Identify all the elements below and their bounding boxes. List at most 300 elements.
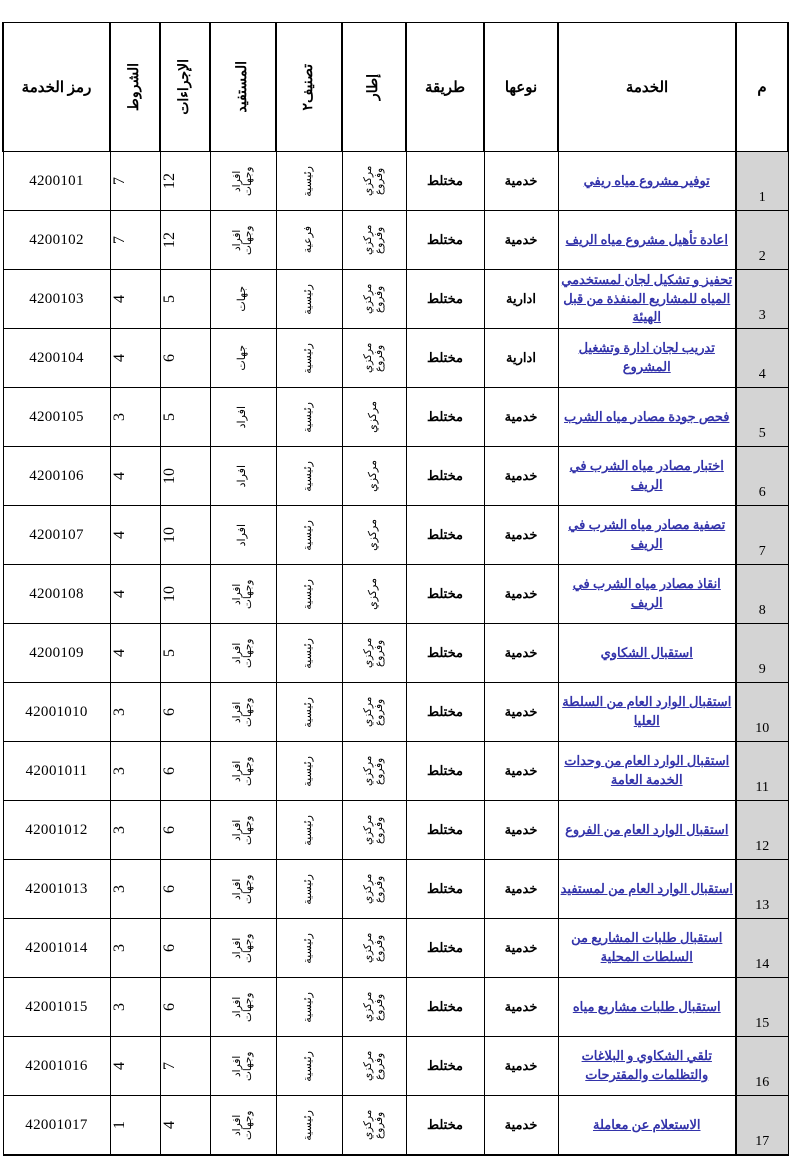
service-procedures-cell-value: 6 bbox=[160, 708, 178, 716]
service-name-link[interactable]: استقبال الشكاوي bbox=[600, 644, 693, 660]
service-name-cell[interactable] bbox=[558, 211, 736, 270]
table-row bbox=[3, 1037, 788, 1096]
service-procedures-cell bbox=[160, 506, 210, 565]
service-beneficiary-cell-text: جهات bbox=[236, 345, 249, 371]
service-name-cell[interactable] bbox=[558, 742, 736, 801]
service-beneficiary-cell-text: افراد bbox=[236, 523, 249, 547]
table-row bbox=[3, 860, 788, 919]
row-number: 3 bbox=[736, 270, 788, 329]
service-beneficiary-cell-text: افراد bbox=[236, 464, 249, 488]
service-beneficiary-cell bbox=[210, 978, 276, 1037]
service-frame-cell bbox=[342, 742, 406, 801]
service-code-cell: 42001015 bbox=[3, 978, 110, 1037]
service-procedures-cell bbox=[160, 1096, 210, 1156]
service-name-link[interactable]: توفير مشروع مياه ريفي bbox=[583, 172, 710, 188]
service-method-cell: مختلط bbox=[406, 919, 484, 978]
header-procedures bbox=[160, 23, 210, 152]
table-row bbox=[3, 1096, 788, 1156]
service-class2-cell bbox=[276, 919, 342, 978]
service-conditions-cell bbox=[110, 270, 160, 329]
service-frame-cell bbox=[342, 860, 406, 919]
service-procedures-cell-value: 10 bbox=[160, 527, 178, 543]
service-conditions-cell-value: 4 bbox=[110, 295, 128, 303]
service-frame-cell-text: مركزي bbox=[367, 401, 380, 433]
service-kind-cell: خدمية bbox=[484, 1037, 558, 1096]
service-conditions-cell-value: 4 bbox=[110, 649, 128, 657]
service-conditions-cell bbox=[110, 565, 160, 624]
service-code-cell: 4200106 bbox=[3, 447, 110, 506]
service-method-cell: مختلط bbox=[406, 447, 484, 506]
service-conditions-cell-value: 4 bbox=[110, 590, 128, 598]
service-conditions-cell-value: 3 bbox=[110, 413, 128, 421]
service-name-cell[interactable] bbox=[558, 565, 736, 624]
service-class2-cell bbox=[276, 152, 342, 211]
service-procedures-cell bbox=[160, 860, 210, 919]
service-name-cell[interactable] bbox=[558, 978, 736, 1037]
service-frame-cell-text: مركزي bbox=[367, 460, 380, 492]
service-procedures-cell-value: 5 bbox=[160, 295, 178, 303]
service-beneficiary-cell-text: افراد وجهات bbox=[231, 225, 254, 255]
service-code-cell: 4200108 bbox=[3, 565, 110, 624]
service-procedures-cell-value: 10 bbox=[160, 586, 178, 602]
service-method-cell: مختلط bbox=[406, 801, 484, 860]
service-conditions-cell bbox=[110, 447, 160, 506]
header-conditions bbox=[110, 23, 160, 152]
service-code-cell: 4200107 bbox=[3, 506, 110, 565]
service-procedures-cell-value: 6 bbox=[160, 767, 178, 775]
service-frame-cell bbox=[342, 152, 406, 211]
service-name-cell[interactable] bbox=[558, 860, 736, 919]
service-procedures-cell bbox=[160, 152, 210, 211]
service-beneficiary-cell-text: افراد وجهات bbox=[231, 166, 254, 196]
service-name-cell[interactable] bbox=[558, 1037, 736, 1096]
service-frame-cell-text: مركزي وفروع bbox=[362, 637, 385, 669]
service-class2-cell bbox=[276, 742, 342, 801]
header-num-label: م bbox=[757, 79, 767, 96]
header-conditions-label: الشروط bbox=[127, 62, 142, 112]
service-beneficiary-cell-text: افراد وجهات bbox=[231, 697, 254, 727]
service-frame-cell-text: مركزي وفروع bbox=[362, 991, 385, 1023]
service-beneficiary-cell bbox=[210, 329, 276, 388]
table-row bbox=[3, 565, 788, 624]
service-procedures-cell-value: 5 bbox=[160, 413, 178, 421]
service-kind-cell: ادارية bbox=[484, 270, 558, 329]
service-name-cell[interactable] bbox=[558, 506, 736, 565]
service-frame-cell bbox=[342, 388, 406, 447]
service-beneficiary-cell bbox=[210, 742, 276, 801]
service-procedures-cell bbox=[160, 211, 210, 270]
table-head bbox=[3, 23, 788, 152]
service-procedures-cell-value: 10 bbox=[160, 468, 178, 484]
service-class2-cell bbox=[276, 447, 342, 506]
service-conditions-cell bbox=[110, 1096, 160, 1156]
row-number: 6 bbox=[736, 447, 788, 506]
row-number: 5 bbox=[736, 388, 788, 447]
service-name-link[interactable]: اعادة تأهيل مشروع مياه الريف bbox=[565, 231, 728, 247]
service-kind-cell: خدمية bbox=[484, 388, 558, 447]
service-kind-cell: خدمية bbox=[484, 506, 558, 565]
table-row bbox=[3, 801, 788, 860]
header-num bbox=[736, 23, 788, 152]
service-frame-cell bbox=[342, 565, 406, 624]
service-beneficiary-cell bbox=[210, 801, 276, 860]
service-beneficiary-cell bbox=[210, 1037, 276, 1096]
service-beneficiary-cell-text: افراد وجهات bbox=[231, 756, 254, 786]
service-frame-cell-text: مركزي bbox=[367, 578, 380, 610]
header-code bbox=[3, 23, 110, 152]
service-class2-cell bbox=[276, 1037, 342, 1096]
service-kind-cell: خدمية bbox=[484, 152, 558, 211]
service-name-link[interactable]: تصفية مصادر مياه الشرب في الريف bbox=[568, 517, 726, 551]
service-kind-cell: خدمية bbox=[484, 211, 558, 270]
service-conditions-cell-value: 4 bbox=[110, 354, 128, 362]
services-table bbox=[2, 22, 789, 1156]
service-name-cell[interactable] bbox=[558, 683, 736, 742]
header-class2 bbox=[276, 23, 342, 152]
service-name-cell[interactable] bbox=[558, 624, 736, 683]
service-class2-cell-text: رئيسية bbox=[302, 991, 315, 1023]
service-code-cell: 42001017 bbox=[3, 1096, 110, 1156]
service-procedures-cell bbox=[160, 329, 210, 388]
service-class2-cell bbox=[276, 683, 342, 742]
service-beneficiary-cell-text: افراد وجهات bbox=[231, 992, 254, 1022]
service-beneficiary-cell-text: افراد وجهات bbox=[231, 638, 254, 668]
header-method bbox=[406, 23, 484, 152]
service-beneficiary-cell bbox=[210, 506, 276, 565]
service-procedures-cell bbox=[160, 565, 210, 624]
service-code-cell: 42001011 bbox=[3, 742, 110, 801]
service-kind-cell: خدمية bbox=[484, 1096, 558, 1156]
service-method-cell: مختلط bbox=[406, 1096, 484, 1156]
service-method-cell: مختلط bbox=[406, 683, 484, 742]
service-procedures-cell bbox=[160, 447, 210, 506]
service-conditions-cell-value: 1 bbox=[110, 1121, 128, 1129]
service-class2-cell-text: رئيسية bbox=[302, 401, 315, 433]
row-number: 13 bbox=[736, 860, 788, 919]
service-conditions-cell bbox=[110, 1037, 160, 1096]
service-frame-cell-text: مركزي وفروع bbox=[362, 755, 385, 787]
service-beneficiary-cell-text: افراد وجهات bbox=[231, 874, 254, 904]
table-row bbox=[3, 447, 788, 506]
service-frame-cell-text: مركزي وفروع bbox=[362, 342, 385, 374]
table-row bbox=[3, 919, 788, 978]
service-frame-cell bbox=[342, 683, 406, 742]
service-conditions-cell-value: 7 bbox=[110, 236, 128, 244]
service-conditions-cell bbox=[110, 801, 160, 860]
service-frame-cell bbox=[342, 978, 406, 1037]
service-class2-cell-text: رئيسية bbox=[302, 696, 315, 728]
service-conditions-cell bbox=[110, 683, 160, 742]
service-beneficiary-cell bbox=[210, 270, 276, 329]
row-number: 16 bbox=[736, 1037, 788, 1096]
service-name-link[interactable]: تدريب لجان ادارة وتشغيل المشروع bbox=[578, 340, 715, 374]
services-table-page bbox=[0, 22, 789, 1154]
service-name-link[interactable]: فحص جودة مصادر مياه الشرب bbox=[564, 408, 730, 424]
service-conditions-cell-value: 3 bbox=[110, 885, 128, 893]
row-number: 1 bbox=[736, 152, 788, 211]
service-beneficiary-cell bbox=[210, 152, 276, 211]
service-class2-cell bbox=[276, 211, 342, 270]
header-frame bbox=[342, 23, 406, 152]
service-kind-cell: خدمية bbox=[484, 447, 558, 506]
service-beneficiary-cell-text: افراد وجهات bbox=[231, 933, 254, 963]
service-procedures-cell-value: 6 bbox=[160, 885, 178, 893]
service-method-cell: مختلط bbox=[406, 978, 484, 1037]
service-name-cell[interactable] bbox=[558, 152, 736, 211]
service-method-cell: مختلط bbox=[406, 152, 484, 211]
table-row bbox=[3, 329, 788, 388]
header-code-label: رمز الخدمة bbox=[21, 79, 92, 96]
service-frame-cell bbox=[342, 447, 406, 506]
service-beneficiary-cell bbox=[210, 860, 276, 919]
service-method-cell: مختلط bbox=[406, 742, 484, 801]
service-procedures-cell-value: 4 bbox=[160, 1121, 178, 1129]
service-class2-cell-text: رئيسية bbox=[302, 932, 315, 964]
service-conditions-cell bbox=[110, 388, 160, 447]
service-procedures-cell-value: 6 bbox=[160, 354, 178, 362]
service-class2-cell-text: رئيسية bbox=[302, 342, 315, 374]
service-conditions-cell-value: 4 bbox=[110, 1062, 128, 1070]
service-name-link[interactable]: الاستعلام عن معاملة bbox=[592, 1116, 701, 1132]
service-beneficiary-cell bbox=[210, 211, 276, 270]
table-row bbox=[3, 211, 788, 270]
service-conditions-cell bbox=[110, 624, 160, 683]
row-number: 4 bbox=[736, 329, 788, 388]
table-row bbox=[3, 683, 788, 742]
service-code-cell: 42001013 bbox=[3, 860, 110, 919]
service-class2-cell bbox=[276, 1096, 342, 1156]
service-class2-cell bbox=[276, 388, 342, 447]
service-name-cell[interactable] bbox=[558, 329, 736, 388]
service-conditions-cell bbox=[110, 506, 160, 565]
service-beneficiary-cell-text: افراد وجهات bbox=[231, 1051, 254, 1081]
service-method-cell: مختلط bbox=[406, 1037, 484, 1096]
service-name-link[interactable]: اختبار مصادر مياه الشرب في الريف bbox=[569, 458, 724, 492]
service-class2-cell-text: رئيسية bbox=[302, 873, 315, 905]
table-row bbox=[3, 270, 788, 329]
service-beneficiary-cell-text: افراد وجهات bbox=[231, 579, 254, 609]
service-method-cell: مختلط bbox=[406, 329, 484, 388]
service-code-cell: 42001010 bbox=[3, 683, 110, 742]
service-class2-cell-text: رئيسية bbox=[302, 755, 315, 787]
service-conditions-cell-value: 3 bbox=[110, 708, 128, 716]
table-row bbox=[3, 624, 788, 683]
header-beneficiary bbox=[210, 23, 276, 152]
service-name-cell[interactable] bbox=[558, 388, 736, 447]
service-class2-cell bbox=[276, 270, 342, 329]
table-row bbox=[3, 978, 788, 1037]
service-method-cell: مختلط bbox=[406, 624, 484, 683]
service-conditions-cell bbox=[110, 978, 160, 1037]
table-row bbox=[3, 152, 788, 211]
service-code-cell: 4200105 bbox=[3, 388, 110, 447]
service-class2-cell bbox=[276, 978, 342, 1037]
service-kind-cell: ادارية bbox=[484, 329, 558, 388]
service-frame-cell bbox=[342, 1037, 406, 1096]
service-conditions-cell-value: 3 bbox=[110, 944, 128, 952]
service-class2-cell-text: رئيسية bbox=[302, 578, 315, 610]
service-code-cell: 42001016 bbox=[3, 1037, 110, 1096]
service-name-link[interactable]: استقبال الوارد العام من وحدات الخدمة العامة bbox=[564, 753, 730, 787]
service-code-cell: 4200101 bbox=[3, 152, 110, 211]
service-beneficiary-cell-text: افراد وجهات bbox=[231, 1110, 254, 1140]
header-service bbox=[558, 23, 736, 152]
service-procedures-cell-value: 6 bbox=[160, 944, 178, 952]
table-row bbox=[3, 388, 788, 447]
service-method-cell: مختلط bbox=[406, 565, 484, 624]
service-kind-cell: خدمية bbox=[484, 978, 558, 1037]
service-method-cell: مختلط bbox=[406, 388, 484, 447]
service-kind-cell: خدمية bbox=[484, 624, 558, 683]
service-code-cell: 4200109 bbox=[3, 624, 110, 683]
service-conditions-cell-value: 3 bbox=[110, 767, 128, 775]
header-kind-label: نوعها bbox=[504, 79, 538, 96]
service-frame-cell-text: مركزي وفروع bbox=[362, 696, 385, 728]
row-number: 8 bbox=[736, 565, 788, 624]
service-conditions-cell bbox=[110, 152, 160, 211]
service-beneficiary-cell bbox=[210, 565, 276, 624]
service-procedures-cell bbox=[160, 978, 210, 1037]
service-conditions-cell-value: 4 bbox=[110, 472, 128, 480]
header-frame-label: إطار bbox=[366, 73, 381, 101]
service-kind-cell: خدمية bbox=[484, 683, 558, 742]
service-class2-cell bbox=[276, 801, 342, 860]
service-name-link[interactable]: استقبال طلبات مشاريع مياه bbox=[572, 998, 721, 1014]
service-class2-cell-text: رئيسية bbox=[302, 637, 315, 669]
service-frame-cell-text: مركزي bbox=[367, 519, 380, 551]
service-class2-cell bbox=[276, 624, 342, 683]
service-class2-cell bbox=[276, 506, 342, 565]
service-conditions-cell-value: 3 bbox=[110, 1003, 128, 1011]
table-body bbox=[3, 152, 788, 1156]
service-frame-cell-text: مركزي وفروع bbox=[362, 165, 385, 197]
service-frame-cell-text: مركزي وفروع bbox=[362, 283, 385, 315]
service-procedures-cell bbox=[160, 801, 210, 860]
service-method-cell: مختلط bbox=[406, 506, 484, 565]
service-frame-cell bbox=[342, 624, 406, 683]
service-name-cell[interactable] bbox=[558, 447, 736, 506]
service-class2-cell bbox=[276, 860, 342, 919]
header-kind bbox=[484, 23, 558, 152]
service-code-cell: 4200102 bbox=[3, 211, 110, 270]
table-row bbox=[3, 742, 788, 801]
header-beneficiary-label: المستفيد bbox=[235, 61, 250, 113]
row-number: 17 bbox=[736, 1096, 788, 1156]
service-frame-cell bbox=[342, 329, 406, 388]
service-class2-cell-text: رئيسية bbox=[302, 283, 315, 315]
service-procedures-cell bbox=[160, 624, 210, 683]
service-name-link[interactable]: تحفيز و تشكيل لجان لمستخدمي المياه للمشاريع المنفذة من قبل الهيئة bbox=[561, 271, 733, 325]
header-service-label: الخدمة bbox=[625, 79, 669, 96]
service-beneficiary-cell-text: جهات bbox=[236, 286, 249, 312]
service-code-cell: 4200103 bbox=[3, 270, 110, 329]
service-frame-cell bbox=[342, 211, 406, 270]
service-beneficiary-cell bbox=[210, 683, 276, 742]
service-frame-cell-text: مركزي وفروع bbox=[362, 224, 385, 256]
row-number: 11 bbox=[736, 742, 788, 801]
service-kind-cell: خدمية bbox=[484, 742, 558, 801]
service-conditions-cell-value: 3 bbox=[110, 826, 128, 834]
service-frame-cell-text: مركزي وفروع bbox=[362, 1050, 385, 1082]
service-class2-cell-text: فرعية bbox=[302, 226, 315, 254]
service-name-link[interactable]: تلقي الشكاوي و البلاغات والتظلمات والمقترحات bbox=[581, 1048, 712, 1082]
header-procedures-label: الإجراءات bbox=[177, 59, 192, 115]
service-name-cell[interactable] bbox=[558, 1096, 736, 1156]
service-name-link[interactable]: استقبال الوارد العام من السلطة العليا bbox=[562, 694, 732, 728]
service-conditions-cell bbox=[110, 329, 160, 388]
service-class2-cell-text: رئيسية bbox=[302, 165, 315, 197]
service-frame-cell bbox=[342, 1096, 406, 1156]
service-method-cell: مختلط bbox=[406, 270, 484, 329]
service-class2-cell bbox=[276, 565, 342, 624]
service-procedures-cell-value: 6 bbox=[160, 1003, 178, 1011]
service-beneficiary-cell bbox=[210, 624, 276, 683]
service-procedures-cell-value: 12 bbox=[160, 232, 178, 248]
service-class2-cell-text: رئيسية bbox=[302, 1109, 315, 1141]
service-beneficiary-cell bbox=[210, 1096, 276, 1156]
header-method-label: طريقة bbox=[424, 79, 466, 96]
service-kind-cell: خدمية bbox=[484, 801, 558, 860]
service-procedures-cell bbox=[160, 388, 210, 447]
service-procedures-cell-value: 12 bbox=[160, 173, 178, 189]
service-name-cell[interactable] bbox=[558, 270, 736, 329]
service-frame-cell bbox=[342, 801, 406, 860]
service-beneficiary-cell bbox=[210, 447, 276, 506]
header-class2-label: تصنيف٢ bbox=[301, 63, 316, 111]
service-name-link[interactable]: استقبال الوارد العام من لمستفيد bbox=[560, 880, 733, 896]
service-method-cell: مختلط bbox=[406, 211, 484, 270]
service-frame-cell-text: مركزي وفروع bbox=[362, 873, 385, 905]
service-frame-cell bbox=[342, 270, 406, 329]
row-number: 2 bbox=[736, 211, 788, 270]
service-beneficiary-cell-text: افراد bbox=[236, 405, 249, 429]
row-number: 10 bbox=[736, 683, 788, 742]
service-procedures-cell bbox=[160, 683, 210, 742]
service-procedures-cell-value: 5 bbox=[160, 649, 178, 657]
row-number: 15 bbox=[736, 978, 788, 1037]
service-conditions-cell-value: 4 bbox=[110, 531, 128, 539]
service-class2-cell-text: رئيسية bbox=[302, 460, 315, 492]
service-name-cell[interactable] bbox=[558, 919, 736, 978]
service-name-link[interactable]: استقبال الوارد العام من الفروع bbox=[565, 821, 729, 837]
service-procedures-cell bbox=[160, 270, 210, 329]
service-conditions-cell bbox=[110, 919, 160, 978]
service-class2-cell-text: رئيسية bbox=[302, 814, 315, 846]
service-frame-cell bbox=[342, 506, 406, 565]
service-procedures-cell bbox=[160, 742, 210, 801]
service-kind-cell: خدمية bbox=[484, 860, 558, 919]
row-number: 12 bbox=[736, 801, 788, 860]
table-row bbox=[3, 506, 788, 565]
service-name-link[interactable]: انقاذ مصادر مياه الشرب في الريف bbox=[572, 576, 721, 610]
service-frame-cell-text: مركزي وفروع bbox=[362, 932, 385, 964]
row-number: 7 bbox=[736, 506, 788, 565]
service-class2-cell-text: رئيسية bbox=[302, 1050, 315, 1082]
service-conditions-cell-value: 7 bbox=[110, 177, 128, 185]
service-name-link[interactable]: استقبال طلبات المشاريع من السلطات المحلية bbox=[571, 930, 723, 964]
row-number: 14 bbox=[736, 919, 788, 978]
service-kind-cell: خدمية bbox=[484, 565, 558, 624]
service-class2-cell-text: رئيسية bbox=[302, 519, 315, 551]
service-procedures-cell bbox=[160, 1037, 210, 1096]
service-beneficiary-cell bbox=[210, 388, 276, 447]
service-conditions-cell bbox=[110, 742, 160, 801]
service-name-cell[interactable] bbox=[558, 801, 736, 860]
service-kind-cell: خدمية bbox=[484, 919, 558, 978]
service-method-cell: مختلط bbox=[406, 860, 484, 919]
row-number: 9 bbox=[736, 624, 788, 683]
service-code-cell: 42001014 bbox=[3, 919, 110, 978]
